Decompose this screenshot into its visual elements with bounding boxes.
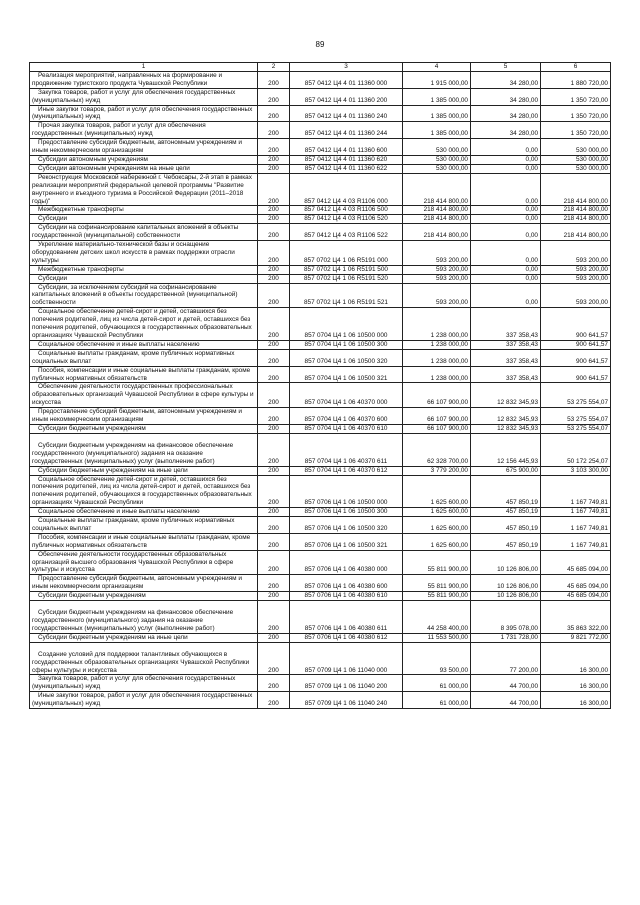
row-code-cell: 857 0704 Ц4 1 06 40370 610: [290, 424, 403, 433]
row-name-cell: [30, 383, 258, 408]
column-header: 2: [258, 63, 290, 72]
row-name-text: Прочая закупка товаров, работ и услуг для обеспечения государственных (муниципальных) нужд: [32, 122, 206, 138]
row-code-cell: 857 0709 Ц4 1 06 11040 000: [290, 642, 403, 675]
row-value-col5: 12 832 345,93: [471, 383, 541, 408]
row-value-col5: 457 850,19: [471, 508, 541, 517]
row-name-cell: [30, 349, 258, 366]
row-value-col6: 1 350 720,00: [541, 122, 611, 139]
row-value-col4: 593 200,00: [403, 274, 471, 283]
budget-table: [29, 62, 611, 709]
row-status-cell: 200: [258, 139, 290, 156]
row-status-cell: 200: [258, 675, 290, 692]
table-row: [30, 466, 611, 475]
table-row: [30, 550, 611, 575]
row-value-col6: 35 863 322,00: [541, 601, 611, 634]
row-value-col6: 53 275 554,07: [541, 408, 611, 425]
table-row: [30, 105, 611, 122]
row-status-cell: 200: [258, 383, 290, 408]
row-status-cell: 200: [258, 366, 290, 383]
row-value-col5: 0,00: [471, 241, 541, 266]
row-status-cell: 200: [258, 349, 290, 366]
row-status-cell: 200: [258, 692, 290, 709]
row-status-cell: 200: [258, 283, 290, 308]
row-value-col6: 530 000,00: [541, 139, 611, 156]
row-value-col4: 218 414 800,00: [403, 224, 471, 241]
row-name-text: Социальное обеспечение и иные выплаты населению: [38, 340, 200, 348]
row-value-col5: 337 358,43: [471, 340, 541, 349]
row-status-cell: 200: [258, 105, 290, 122]
row-name-cell: [30, 274, 258, 283]
row-status-cell: 200: [258, 173, 290, 206]
row-status-cell: 200: [258, 206, 290, 215]
row-status-cell: 200: [258, 408, 290, 425]
row-value-col6: 218 414 800,00: [541, 206, 611, 215]
row-name-cell: [30, 206, 258, 215]
row-name-cell: [30, 533, 258, 550]
row-name-cell: [30, 424, 258, 433]
row-value-col5: 0,00: [471, 155, 541, 164]
row-name-cell: [30, 550, 258, 575]
row-value-col4: 1 915 000,00: [403, 71, 471, 88]
row-status-cell: 200: [258, 633, 290, 642]
row-code-cell: 857 0702 Ц4 1 06 R5191 500: [290, 265, 403, 274]
row-value-col5: 34 280,00: [471, 88, 541, 105]
row-status-cell: 200: [258, 592, 290, 601]
row-status-cell: 200: [258, 308, 290, 341]
row-value-col6: 16 300,00: [541, 692, 611, 709]
row-name-cell: [30, 155, 258, 164]
row-value-col4: 55 811 900,00: [403, 550, 471, 575]
row-value-col5: 8 395 078,00: [471, 601, 541, 634]
row-code-cell: 857 0704 Ц4 1 06 40370 000: [290, 383, 403, 408]
table-row: [30, 366, 611, 383]
row-name-text: Социальное обеспечение детей-сирот и детей, оставшихся без попечения родителей, лиц из числа детей-сирот и детей, оставшихся без попечения родителей, обучающихся в государственных образовательных организациях Чувашской Республики: [32, 475, 252, 507]
row-value-col4: 66 107 900,00: [403, 424, 471, 433]
table-row: [30, 642, 611, 675]
row-name-cell: [30, 241, 258, 266]
row-name-cell: [30, 633, 258, 642]
row-code-cell: 857 0704 Ц4 1 06 10500 321: [290, 366, 403, 383]
table-row: [30, 517, 611, 534]
table-row: [30, 88, 611, 105]
row-value-col5: 12 832 345,93: [471, 424, 541, 433]
row-name-text: Предоставление субсидий бюджетным, автономным учреждениям и иным некоммерческим организациям: [32, 139, 242, 155]
row-code-cell: 857 0704 Ц4 1 06 10500 000: [290, 308, 403, 341]
row-code-cell: 857 0412 Ц4 4 03 R1106 520: [290, 215, 403, 224]
row-status-cell: 200: [258, 340, 290, 349]
row-name-text: Обеспечение деятельности государственных образовательных организаций высшего образования Чувашской Республики в сфере культуры и искусства: [32, 550, 234, 574]
row-name-cell: [30, 340, 258, 349]
row-name-cell: [30, 675, 258, 692]
row-value-col4: 61 000,00: [403, 692, 471, 709]
row-value-col5: 457 850,19: [471, 517, 541, 534]
table-row: [30, 433, 611, 466]
row-value-col4: 1 625 600,00: [403, 475, 471, 508]
row-value-col4: 530 000,00: [403, 155, 471, 164]
row-name-text: Социальные выплаты гражданам, кроме публичных нормативных социальных выплат: [32, 349, 235, 365]
row-name-cell: [30, 173, 258, 206]
row-value-col5: 34 280,00: [471, 105, 541, 122]
row-value-col5: 0,00: [471, 215, 541, 224]
row-value-col5: 0,00: [471, 164, 541, 173]
row-value-col5: 457 850,19: [471, 533, 541, 550]
row-value-col4: 1 625 600,00: [403, 508, 471, 517]
row-value-col4: 44 258 400,00: [403, 601, 471, 634]
row-value-col5: 34 280,00: [471, 122, 541, 139]
row-name-cell: [30, 475, 258, 508]
row-value-col4: 530 000,00: [403, 139, 471, 156]
row-name-cell: [30, 139, 258, 156]
row-value-col6: 16 300,00: [541, 675, 611, 692]
table-row: [30, 349, 611, 366]
row-code-cell: 857 0412 Ц4 4 01 11360 240: [290, 105, 403, 122]
row-value-col4: 1 385 000,00: [403, 105, 471, 122]
row-name-text: Укрепление материально-технической базы и оснащение оборудованием детских школ искусств в рамках поддержки отрасли культуры: [32, 241, 235, 264]
row-status-cell: 200: [258, 88, 290, 105]
row-code-cell: 857 0412 Ц4 4 03 R1106 522: [290, 224, 403, 241]
row-status-cell: 200: [258, 265, 290, 274]
row-code-cell: 857 0706 Ц4 1 06 10500 000: [290, 475, 403, 508]
table-row: [30, 71, 611, 88]
row-name-text: Закупка товаров, работ и услуг для обеспечения государственных (муниципальных) нужд: [32, 675, 236, 691]
row-name-text: Субсидии автономным учреждениям: [38, 155, 148, 163]
row-code-cell: 857 0412 Ц4 4 01 11360 244: [290, 122, 403, 139]
row-name-text: Создание условий для поддержки талантливых обучающихся в государственных образовательных организациях Чувашской Республики сферы культуры и искусства: [32, 650, 250, 674]
row-status-cell: 200: [258, 642, 290, 675]
table-row: [30, 601, 611, 634]
table-row: [30, 308, 611, 341]
table-row: [30, 592, 611, 601]
row-code-cell: 857 0709 Ц4 1 06 11040 240: [290, 692, 403, 709]
row-name-text: Субсидии бюджетным учреждениям на финансовое обеспечение государственного (муниципального) задания на оказание государственных (муниципальных) услуг (выполнение работ): [32, 441, 234, 465]
table-row: [30, 274, 611, 283]
row-value-col5: 0,00: [471, 224, 541, 241]
table-row: [30, 408, 611, 425]
row-value-col6: 1 167 749,81: [541, 517, 611, 534]
row-name-cell: [30, 601, 258, 634]
row-value-col5: 34 280,00: [471, 71, 541, 88]
row-value-col5: 1 731 728,00: [471, 633, 541, 642]
row-code-cell: 857 0702 Ц4 1 06 R5191 000: [290, 241, 403, 266]
table-row: [30, 155, 611, 164]
row-status-cell: 200: [258, 241, 290, 266]
row-value-col5: 337 358,43: [471, 308, 541, 341]
row-value-col6: 1 167 749,81: [541, 508, 611, 517]
row-value-col4: 1 238 000,00: [403, 340, 471, 349]
row-code-cell: 857 0412 Ц4 4 01 11360 620: [290, 155, 403, 164]
row-code-cell: 857 0704 Ц4 1 06 40370 600: [290, 408, 403, 425]
row-name-cell: [30, 433, 258, 466]
row-status-cell: 200: [258, 475, 290, 508]
row-value-col5: 44 700,00: [471, 675, 541, 692]
row-name-cell: [30, 517, 258, 534]
row-name-cell: [30, 88, 258, 105]
row-name-text: Обеспечение деятельности государственных профессиональных образовательных организаций Чувашской Республики в сфере культуры и искусства: [32, 383, 254, 407]
row-status-cell: 200: [258, 122, 290, 139]
row-value-col4: 66 107 900,00: [403, 408, 471, 425]
row-code-cell: 857 0412 Ц4 4 01 11360 600: [290, 139, 403, 156]
table-row: [30, 633, 611, 642]
column-header: 4: [403, 63, 471, 72]
row-value-col6: 218 414 800,00: [541, 215, 611, 224]
row-status-cell: 200: [258, 224, 290, 241]
row-name-text: Реализация мероприятий, направленных на формирование и продвижение туристского продукта Чувашской Республики: [32, 71, 223, 87]
row-value-col5: 0,00: [471, 173, 541, 206]
row-value-col5: 10 126 806,00: [471, 575, 541, 592]
table-row: [30, 508, 611, 517]
row-code-cell: 857 0706 Ц4 1 06 40380 611: [290, 601, 403, 634]
row-code-cell: 857 0412 Ц4 4 01 11360 622: [290, 164, 403, 173]
row-code-cell: 857 0706 Ц4 1 06 40380 610: [290, 592, 403, 601]
row-status-cell: 200: [258, 215, 290, 224]
table-row: [30, 265, 611, 274]
row-code-cell: 857 0412 Ц4 4 03 R1106 000: [290, 173, 403, 206]
table-row: [30, 122, 611, 139]
row-value-col6: 50 172 254,07: [541, 433, 611, 466]
row-name-cell: [30, 642, 258, 675]
table-row: [30, 206, 611, 215]
row-status-cell: 200: [258, 508, 290, 517]
row-value-col6: 530 000,00: [541, 155, 611, 164]
row-value-col5: 44 700,00: [471, 692, 541, 709]
row-value-col4: 530 000,00: [403, 164, 471, 173]
row-code-cell: 857 0412 Ц4 4 03 R1106 500: [290, 206, 403, 215]
table-header-row: [30, 63, 611, 72]
row-code-cell: 857 0704 Ц4 1 06 10500 320: [290, 349, 403, 366]
row-code-cell: 857 0709 Ц4 1 06 11040 200: [290, 675, 403, 692]
row-value-col6: 45 685 094,00: [541, 575, 611, 592]
row-name-cell: [30, 71, 258, 88]
row-value-col6: 16 300,00: [541, 642, 611, 675]
row-status-cell: 200: [258, 424, 290, 433]
table-body: [30, 71, 611, 708]
row-name-text: Межбюджетные трансферты: [38, 206, 124, 214]
row-value-col6: 53 275 554,07: [541, 424, 611, 433]
row-value-col5: 12 156 445,93: [471, 433, 541, 466]
row-name-text: Пособия, компенсации и иные социальные выплаты гражданам, кроме публичных нормативных обязательств: [32, 533, 251, 549]
row-value-col6: 218 414 800,00: [541, 173, 611, 206]
row-value-col5: 10 126 806,00: [471, 592, 541, 601]
row-value-col6: 593 200,00: [541, 283, 611, 308]
row-value-col4: 55 811 900,00: [403, 575, 471, 592]
row-value-col4: 593 200,00: [403, 241, 471, 266]
row-value-col4: 593 200,00: [403, 265, 471, 274]
row-value-col5: 0,00: [471, 206, 541, 215]
row-name-cell: [30, 122, 258, 139]
row-value-col4: 11 553 500,00: [403, 633, 471, 642]
row-value-col5: 0,00: [471, 274, 541, 283]
row-name-cell: [30, 508, 258, 517]
row-value-col6: 45 685 094,00: [541, 592, 611, 601]
row-status-cell: 200: [258, 533, 290, 550]
row-status-cell: 200: [258, 274, 290, 283]
row-value-col5: 0,00: [471, 139, 541, 156]
row-name-text: Пособия, компенсации и иные социальные выплаты гражданам, кроме публичных нормативных обязательств: [32, 366, 251, 382]
row-name-text: Иные закупки товаров, работ и услуг для обеспечения государственных (муниципальных) нужд: [32, 105, 253, 121]
row-name-text: Субсидии бюджетным учреждениям на финансовое обеспечение государственного (муниципального) задания на оказание государственных (муниципальных) услуг (выполнение работ): [32, 609, 234, 632]
row-name-text: Иные закупки товаров, работ и услуг для обеспечения государственных (муниципальных) нужд: [32, 692, 253, 708]
table-row: [30, 383, 611, 408]
row-name-text: Социальное обеспечение детей-сирот и детей, оставшихся без попечения родителей, лиц из числа детей-сирот и детей, оставшихся без попечения родителей, обучающихся в государственных образовательных организациях Чувашской Республики: [32, 308, 252, 339]
table-row: [30, 241, 611, 266]
row-code-cell: 857 0706 Ц4 1 06 10500 321: [290, 533, 403, 550]
row-name-text: Реконструкция Московской набережной г. Чебоксары, 2-й этап в рамках реализации мероприятий федеральной целевой программы "Развитие внутреннего и въездного туризма в Российской Федерации (2011–2018 годы)": [32, 173, 252, 205]
row-code-cell: 857 0704 Ц4 1 06 10500 300: [290, 340, 403, 349]
row-status-cell: 200: [258, 601, 290, 634]
row-value-col4: 1 625 600,00: [403, 533, 471, 550]
row-value-col4: 1 238 000,00: [403, 366, 471, 383]
row-name-cell: [30, 692, 258, 709]
row-name-text: Предоставление субсидий бюджетным, автономным учреждениям и иным некоммерческим организациям: [32, 575, 242, 591]
row-name-text: Субсидии бюджетным учреждениям на иные цели: [38, 466, 188, 474]
row-name-cell: [30, 265, 258, 274]
row-value-col6: 1 167 749,81: [541, 475, 611, 508]
table-row: [30, 533, 611, 550]
row-name-cell: [30, 466, 258, 475]
row-value-col5: 337 358,43: [471, 349, 541, 366]
table-row: [30, 575, 611, 592]
row-name-cell: [30, 592, 258, 601]
row-value-col4: 62 328 700,00: [403, 433, 471, 466]
row-value-col4: 1 385 000,00: [403, 122, 471, 139]
row-value-col6: 1 880 720,00: [541, 71, 611, 88]
table-row: [30, 139, 611, 156]
row-code-cell: 857 0704 Ц4 1 06 40370 611: [290, 433, 403, 466]
row-value-col6: 1 167 749,81: [541, 533, 611, 550]
row-name-cell: [30, 215, 258, 224]
table-row: [30, 215, 611, 224]
column-header: 1: [30, 63, 258, 72]
row-value-col5: 12 832 345,93: [471, 408, 541, 425]
row-value-col5: 337 358,43: [471, 366, 541, 383]
row-name-text: Субсидии бюджетным учреждениям на иные цели: [38, 633, 188, 641]
row-value-col5: 77 200,00: [471, 642, 541, 675]
row-name-text: Субсидии: [38, 215, 68, 223]
row-name-cell: [30, 575, 258, 592]
row-value-col6: 900 641,57: [541, 349, 611, 366]
row-status-cell: 200: [258, 164, 290, 173]
row-name-text: Субсидии бюджетным учреждениям: [38, 592, 146, 600]
column-header: 5: [471, 63, 541, 72]
table-row: [30, 173, 611, 206]
row-value-col6: 3 103 300,00: [541, 466, 611, 475]
row-value-col4: 218 414 800,00: [403, 215, 471, 224]
row-value-col6: 900 641,57: [541, 366, 611, 383]
row-name-cell: [30, 408, 258, 425]
row-value-col6: 9 821 772,00: [541, 633, 611, 642]
row-value-col6: 593 200,00: [541, 241, 611, 266]
row-code-cell: 857 0702 Ц4 1 06 R5191 521: [290, 283, 403, 308]
row-value-col4: 1 238 000,00: [403, 308, 471, 341]
row-value-col4: 55 811 900,00: [403, 592, 471, 601]
row-name-text: Межбюджетные трансферты: [38, 265, 124, 273]
row-name-text: Субсидии бюджетным учреждениям: [38, 424, 146, 432]
row-code-cell: 857 0706 Ц4 1 06 40380 612: [290, 633, 403, 642]
row-name-text: Субсидии: [38, 274, 68, 282]
table-row: [30, 164, 611, 173]
row-name-cell: [30, 105, 258, 122]
row-code-cell: 857 0412 Ц4 4 01 11360 000: [290, 71, 403, 88]
row-value-col6: 900 641,57: [541, 340, 611, 349]
row-value-col5: 0,00: [471, 283, 541, 308]
row-status-cell: 200: [258, 517, 290, 534]
row-name-cell: [30, 164, 258, 173]
table-row: [30, 675, 611, 692]
row-value-col6: 900 641,57: [541, 308, 611, 341]
row-name-cell: [30, 224, 258, 241]
row-status-cell: 200: [258, 550, 290, 575]
row-name-cell: [30, 283, 258, 308]
row-code-cell: 857 0702 Ц4 1 06 R5191 520: [290, 274, 403, 283]
row-value-col4: 3 779 200,00: [403, 466, 471, 475]
row-code-cell: 857 0706 Ц4 1 06 40380 000: [290, 550, 403, 575]
row-value-col6: 45 685 094,00: [541, 550, 611, 575]
row-name-text: Субсидии автономным учреждениям на иные цели: [38, 164, 190, 172]
row-value-col4: 66 107 900,00: [403, 383, 471, 408]
row-status-cell: 200: [258, 71, 290, 88]
row-value-col5: 10 126 806,00: [471, 550, 541, 575]
page-number: 89: [315, 40, 325, 49]
row-value-col5: 457 850,19: [471, 475, 541, 508]
row-code-cell: 857 0704 Ц4 1 06 40370 612: [290, 466, 403, 475]
table-row: [30, 283, 611, 308]
row-name-text: Социальное обеспечение и иные выплаты населению: [38, 508, 200, 516]
row-name-text: Социальные выплаты гражданам, кроме публичных нормативных социальных выплат: [32, 517, 235, 532]
table-row: [30, 340, 611, 349]
row-value-col6: 53 275 554,07: [541, 383, 611, 408]
row-name-cell: [30, 366, 258, 383]
row-name-text: Субсидии на софинансирование капитальных вложений в объекты государственной (муниципальной) собственности: [32, 224, 239, 240]
row-value-col5: 0,00: [471, 265, 541, 274]
row-value-col4: 93 500,00: [403, 642, 471, 675]
row-status-cell: 200: [258, 575, 290, 592]
row-value-col6: 530 000,00: [541, 164, 611, 173]
row-value-col6: 593 200,00: [541, 274, 611, 283]
row-code-cell: 857 0706 Ц4 1 06 10500 320: [290, 517, 403, 534]
row-name-text: Предоставление субсидий бюджетным, автономным учреждениям и иным некоммерческим организациям: [32, 408, 242, 424]
column-header: 3: [290, 63, 403, 72]
row-value-col5: 675 900,00: [471, 466, 541, 475]
row-code-cell: 857 0706 Ц4 1 06 10500 300: [290, 508, 403, 517]
row-value-col6: 1 350 720,00: [541, 88, 611, 105]
row-value-col6: 593 200,00: [541, 265, 611, 274]
row-value-col4: 1 625 600,00: [403, 517, 471, 534]
row-name-text: Субсидии, за исключением субсидий на софинансирование капитальных вложений в объекты государственной (муниципальной) собственности: [32, 283, 238, 307]
row-value-col4: 1 238 000,00: [403, 349, 471, 366]
row-value-col4: 1 385 000,00: [403, 88, 471, 105]
row-name-text: Закупка товаров, работ и услуг для обеспечения государственных (муниципальных) нужд: [32, 88, 236, 104]
row-value-col6: 1 350 720,00: [541, 105, 611, 122]
table-row: [30, 224, 611, 241]
row-value-col4: 218 414 800,00: [403, 173, 471, 206]
row-status-cell: 200: [258, 155, 290, 164]
row-name-cell: [30, 308, 258, 341]
row-code-cell: 857 0412 Ц4 4 01 11360 200: [290, 88, 403, 105]
column-header: 6: [541, 63, 611, 72]
table-row: [30, 475, 611, 508]
row-value-col4: 218 414 800,00: [403, 206, 471, 215]
table-row: [30, 424, 611, 433]
row-value-col6: 218 414 800,00: [541, 224, 611, 241]
table-row: [30, 692, 611, 709]
row-status-cell: 200: [258, 466, 290, 475]
row-status-cell: 200: [258, 433, 290, 466]
row-value-col4: 593 200,00: [403, 283, 471, 308]
row-code-cell: 857 0706 Ц4 1 06 40380 600: [290, 575, 403, 592]
row-value-col4: 61 000,00: [403, 675, 471, 692]
